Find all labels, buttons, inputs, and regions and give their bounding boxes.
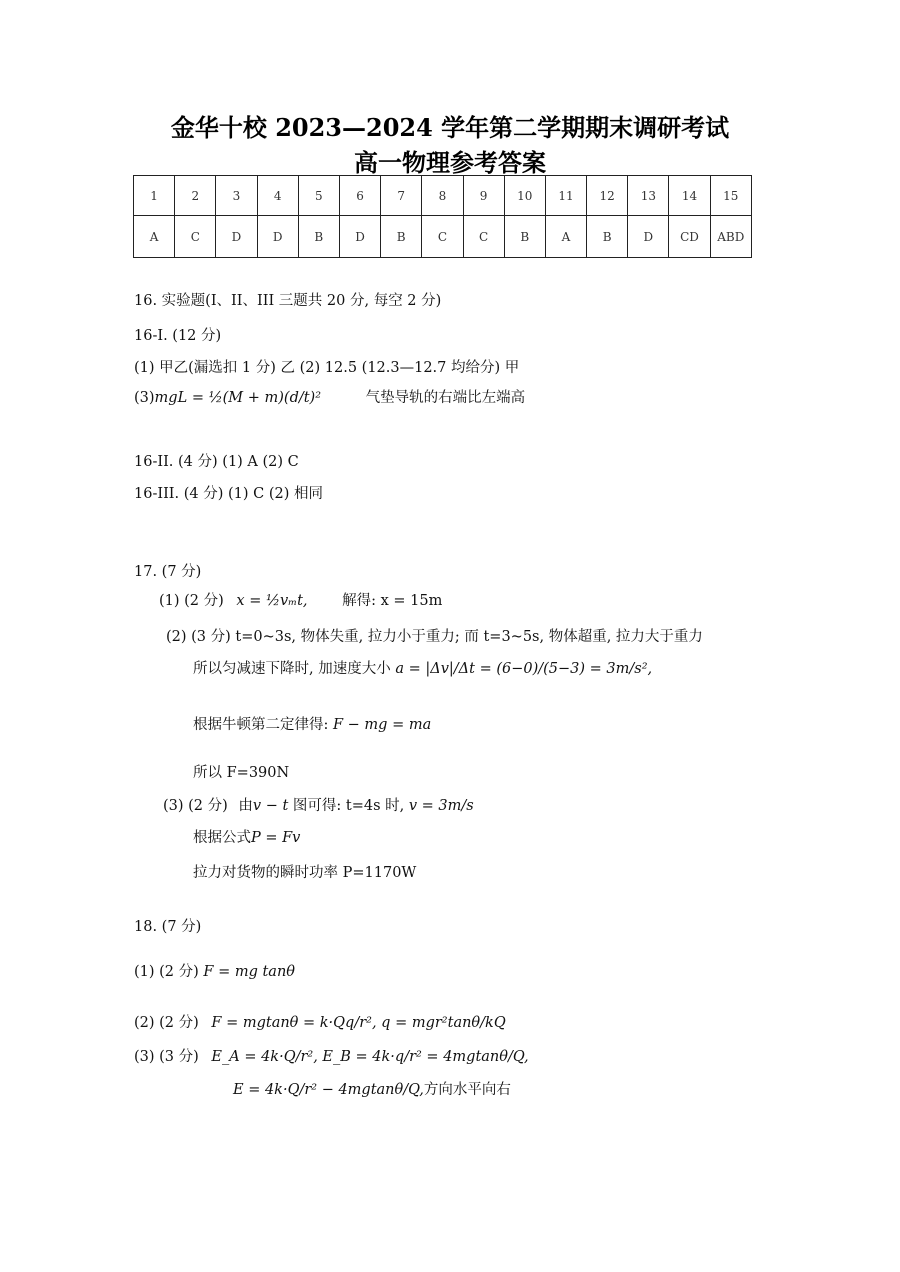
q17-formula-displacement: x = ½vₘt, (236, 593, 308, 609)
q16-part1-heading: 16-I. (12 分) (134, 328, 222, 344)
answer-table-answer-row (134, 216, 752, 258)
answer-table-number-cell: 9 (463, 176, 504, 216)
answer-table-number-cell: 14 (669, 176, 710, 216)
answer-table-answer-cell: C (175, 216, 216, 258)
answer-table-number-cell: 6 (339, 176, 380, 216)
answer-table (133, 175, 752, 258)
answer-table-answer-cell: ABD (710, 216, 751, 258)
answer-table-number-cell: 11 (545, 176, 586, 216)
q17-line5: 所以 F=390N (193, 765, 290, 781)
q17-line7 (193, 828, 300, 848)
q18-line4 (233, 1080, 511, 1100)
q18-heading: 18. (7 分) (134, 919, 202, 935)
q17-line3 (193, 659, 652, 679)
q17-heading: 17. (7 分) (134, 564, 202, 580)
page-subtitle: 高一物理参考答案 (354, 148, 546, 177)
answer-table-number-cell: 7 (381, 176, 422, 216)
answer-table-number-row (134, 176, 752, 216)
answer-table-number-cell: 5 (298, 176, 339, 216)
q18-line1 (134, 962, 295, 982)
q17-formula-acceleration: a = |Δv|/Δt = (6−0)/(5−3) = 3m/s², (395, 661, 653, 677)
q17-line1 (159, 591, 442, 611)
q17-formula-newton: F − mg = ma (333, 717, 432, 733)
q16-part2: 16-II. (4 分) (1) A (2) C (134, 454, 299, 470)
answer-table-answer-cell: D (339, 216, 380, 258)
q17-line4 (193, 715, 431, 735)
q18-formula-charge: F = mgtanθ = k·Qq/r², q = mgr²tanθ/kQ (211, 1015, 506, 1031)
q17-line7-text: 根据公式 (193, 830, 251, 846)
answer-table-number-cell: 10 (504, 176, 545, 216)
q16-part3: 16-III. (4 分) (1) C (2) 相同 (134, 486, 324, 502)
answer-table-answer-cell: A (545, 216, 586, 258)
q18-line2 (134, 1013, 506, 1033)
q18-line3-label: (3) (3 分) (134, 1049, 199, 1065)
answer-table-answer-cell: B (381, 216, 422, 258)
q18-formula-force: F = mg tanθ (203, 964, 296, 980)
answer-table-number-cell: 2 (175, 176, 216, 216)
q17-line2: (2) (3 分) t=0~3s, 物体失重, 拉力小于重力; 而 t=3~5s, 物体超重, 拉力大于重力 (166, 629, 703, 645)
answer-table-answer-cell: D (257, 216, 298, 258)
q18-line1-label: (1) (2 分) (134, 964, 199, 980)
q18-line3 (134, 1047, 529, 1067)
answer-table-answer-cell: A (134, 216, 175, 258)
q16-part1-line2 (134, 388, 525, 408)
answer-table-answer-cell: D (628, 216, 669, 258)
q17-line4-text: 根据牛顿第二定律得: (193, 717, 329, 733)
q17-formula-velocity: v = 3m/s (408, 798, 474, 814)
q17-formula-vt: v − t (252, 798, 289, 814)
q18-formula-total-field: E = 4k·Q/r² − 4mgtanθ/Q, (233, 1082, 424, 1098)
q16-heading: 16. 实验题(I、II、III 三题共 20 分, 每空 2 分) (134, 293, 442, 309)
q18-line4-text: 方向水平向右 (423, 1082, 511, 1098)
q17-line6-label: (3) (2 分) (163, 798, 228, 814)
answer-table-answer-cell: B (587, 216, 628, 258)
q17-line3-text: 所以匀减速下降时, 加速度大小 (193, 661, 391, 677)
q17-line6 (163, 796, 474, 816)
answer-table-answer-cell: CD (669, 216, 710, 258)
page-title: 金华十校 2023—2024 学年第二学期期末调研考试 (170, 113, 730, 142)
answer-table-answer-cell: C (422, 216, 463, 258)
q17-line8: 拉力对货物的瞬时功率 P=1170W (193, 865, 417, 881)
answer-table-answer-cell: B (504, 216, 545, 258)
q16-formula-energy: mgL = ½(M + m)(d/t)² (154, 390, 322, 406)
q17-line1-result: 解得: x = 15m (342, 593, 443, 609)
answer-table-answer-cell: B (298, 216, 339, 258)
answer-table-number-cell: 12 (587, 176, 628, 216)
q17-line6-text2: 图可得: t=4s 时, (292, 798, 405, 814)
q18-line2-label: (2) (2 分) (134, 1015, 199, 1031)
q16-part1-line2-prefix: (3) (134, 390, 155, 406)
answer-table-number-cell: 1 (134, 176, 175, 216)
answer-table-answer-cell: D (216, 216, 257, 258)
answer-table-number-cell: 8 (422, 176, 463, 216)
q16-part1-line1: (1) 甲乙(漏选扣 1 分) 乙 (2) 12.5 (12.3—12.7 均给分) 甲 (134, 360, 520, 376)
q17-line6-text1: 由 (238, 798, 253, 814)
q17-formula-power: P = Fv (251, 830, 301, 846)
q18-formula-fields: E_A = 4k·Q/r², E_B = 4k·q/r² = 4mgtanθ/Q, (211, 1049, 529, 1065)
q17-line1-label: (1) (2 分) (159, 593, 224, 609)
answer-table-answer-cell: C (463, 216, 504, 258)
answer-table-number-cell: 4 (257, 176, 298, 216)
answer-table-number-cell: 15 (710, 176, 751, 216)
answer-table-number-cell: 13 (628, 176, 669, 216)
answer-table-number-cell: 3 (216, 176, 257, 216)
q16-part1-line2-note: 气垫导轨的右端比左端高 (365, 390, 526, 406)
